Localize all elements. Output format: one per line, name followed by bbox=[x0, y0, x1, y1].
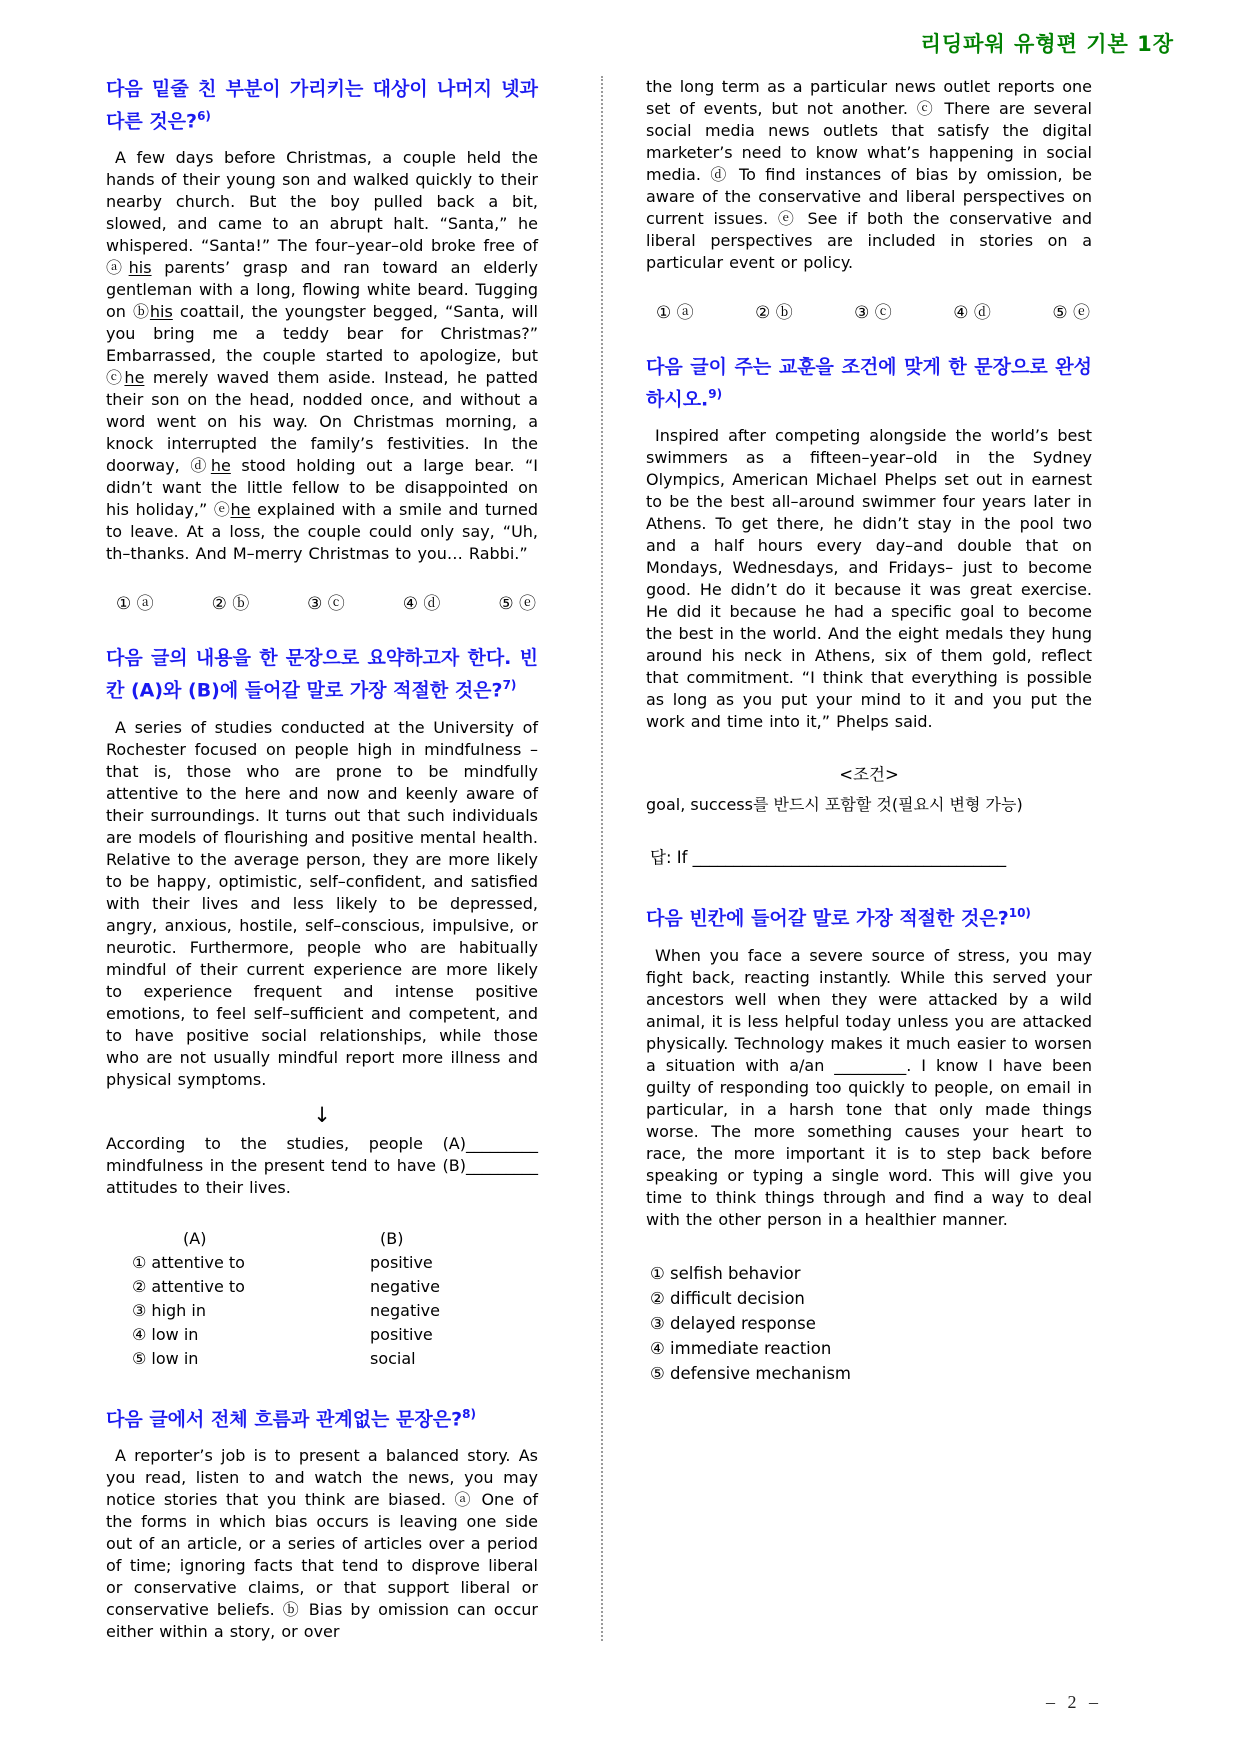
q7-row5-option-b: social bbox=[370, 1348, 416, 1368]
q7-prompt bbox=[106, 645, 538, 704]
q10-choice-1: ① selfish behavior bbox=[650, 1263, 801, 1283]
q7-answer-table bbox=[106, 1227, 538, 1371]
q7-table-row-1 bbox=[106, 1251, 538, 1275]
q7-table-row-4 bbox=[106, 1323, 538, 1347]
q10-prompt bbox=[646, 900, 1092, 932]
q9-prompt bbox=[646, 354, 1092, 413]
q7-row1-option-a: ① attentive to bbox=[132, 1252, 245, 1272]
q8-prompt-text: 다음 글에서 전체 흐름과 관계없는 문장은? bbox=[106, 1407, 463, 1430]
q9-condition-title: <조건> bbox=[839, 765, 899, 785]
q6-footnote-number: 6) bbox=[197, 109, 211, 123]
q6-answer-row bbox=[116, 593, 536, 615]
q7-footnote-number: 7) bbox=[502, 678, 517, 693]
q8-footnote-number: 8) bbox=[462, 1406, 476, 1421]
q6-answer-option-2: ② ⓑ bbox=[211, 594, 250, 615]
q7-row2-option-a: ② attentive to bbox=[132, 1276, 245, 1296]
q7-row1-option-b: positive bbox=[370, 1252, 433, 1272]
q10-choice-5: ⑤ defensive mechanism bbox=[650, 1363, 851, 1383]
q6-prompt bbox=[106, 76, 538, 135]
left-column bbox=[106, 76, 538, 1643]
q7-table-header-a: (A) bbox=[183, 1228, 207, 1248]
q7-prompt-text: 다음 글의 내용을 한 문장으로 요약하고자 한다. 빈칸 (A)와 (B)에 들어갈 말로 가장 적절한 것은? bbox=[106, 647, 538, 702]
q10-choice-3: ③ delayed response bbox=[650, 1313, 816, 1333]
q7-table-header-b: (B) bbox=[380, 1228, 404, 1248]
q7-row3-option-b: negative bbox=[370, 1300, 440, 1320]
q6-passage: A few days before Christmas, a couple held the hands of their young son and walked quickly to their nearby church. But the boy pulled back a bit, slowed, and came to an abrupt halt. “Santa,” he whispered. “Santa!” The four–year–old broke free of ⓐhis parents’ grasp and ran toward an elderly gentleman with a long, flowing white beard. Tugging on ⓑhis coattail, the youngster begged, “Santa, will you bring me a teddy bear for Christmas?” Embarrassed, the couple started to apologize, but ⓒhe merely waved them aside. Instead, he patted their son on the head, nodded once, and without a word went on his way. On Christmas morning, a knock interrupted the family’s festivities. In the doorway, ⓓhe stood holding out a large bear. “I didn’t want the little fellow to be disappointed on his holiday,” ⓔhe explained with a smile and turned to leave. At a loss, the couple could only say, “Uh, th–thanks. And M–merry Christmas to you… Rabbi.” bbox=[106, 148, 538, 564]
q10-choice-2: ② difficult decision bbox=[650, 1288, 805, 1308]
q7-table-row-5 bbox=[106, 1347, 538, 1371]
q8-answer-option-4: ④ ⓓ bbox=[953, 303, 991, 323]
q9-answer-blank-line: 답: If ______________________________________ bbox=[650, 848, 1007, 868]
q9-prompt-text: 다음 글이 주는 교훈을 조건에 맞게 한 문장으로 완성하시오. bbox=[646, 356, 1092, 411]
q10-footnote-number: 10) bbox=[1008, 906, 1031, 921]
q6-answer-option-1: ① ⓐ bbox=[116, 594, 154, 615]
q8-passage-left: A reporter’s job is to present a balanced story. As you read, listen to and watch the news, you may notice stories that you think are biased. ⓐ One of the forms in which bias occurs is leaving one side out of an article, or a series of articles over a period of time; ignoring facts that tend to disprove liberal or conservative claims, or that support liberal or conservative beliefs. ⓑ Bias by omission can occur either within a story, or over bbox=[106, 1445, 538, 1641]
q9-passage: Inspired after competing alongside the world’s best swimmers as a fifteen–year–old in the Sydney Olympics, American Michael Phelps set out in earnest to be the best all–around swimmer four years later in Athens. To get there, he didn’t stay in the pool two and a half hours every day–and double that on Mondays, Wednesdays, and Fridays– just to become good. He didn’t do it because it was great exercise. He did it because he had a specific goal to become the best in the world. And the eight medals they hung around his neck in Athens, six of them gold, reflect that commitment. “I think that everything is possible as long as you put your mind to it and you put the work and time into it,” Phelps said. bbox=[646, 426, 1092, 732]
q7-row3-option-a: ③ high in bbox=[132, 1300, 206, 1320]
q7-row4-option-a: ④ low in bbox=[132, 1324, 199, 1344]
q8-answer-row bbox=[656, 302, 1090, 324]
q8-answer-option-1: ① ⓐ bbox=[656, 303, 694, 323]
q8-answer-option-2: ② ⓑ bbox=[755, 303, 793, 323]
q10-passage: When you face a severe source of stress, you may fight back, reacting instantly. While this served your ancestors well when they were attacked by a wild animal, it is less helpful today unless you are attacked physically. Technology makes it much easier to worsen a situation with a/an _________. I know I have been guilty of responding too quickly to people, on email in particular, in a harsh tone that only made things worse. The more something causes your heart to race, the more important it is to step back before speaking or typing a single word. This will give you time to think things through and find a way to deal with the other person in a healthier manner. bbox=[646, 945, 1092, 1229]
q10-prompt-text: 다음 빈칸에 들어갈 말로 가장 적절한 것은? bbox=[646, 907, 1009, 930]
q10-choice-4: ④ immediate reaction bbox=[650, 1338, 832, 1358]
q7-table-row-3 bbox=[106, 1299, 538, 1323]
q9-condition-body: goal, success를 반드시 포함할 것(필요시 변형 가능) bbox=[646, 795, 1023, 815]
q7-row5-option-a: ⑤ low in bbox=[132, 1348, 199, 1368]
q7-summary-sentence: According to the studies, people (A)_________ mindfulness in the present tend to have (B)_________ attitudes to their lives. bbox=[106, 1133, 538, 1197]
q6-answer-option-5: ⑤ ⓔ bbox=[498, 594, 536, 615]
header-title: 리딩파워 유형편 기본 1장 bbox=[920, 32, 1174, 56]
q9-footnote-number: 9) bbox=[708, 387, 723, 401]
q6-answer-option-4: ④ ⓓ bbox=[402, 594, 441, 615]
q7-row2-option-b: negative bbox=[370, 1276, 440, 1296]
q8-prompt bbox=[106, 1401, 538, 1433]
down-arrow-icon: ↓ bbox=[313, 1102, 331, 1127]
q8-answer-option-5: ⑤ ⓔ bbox=[1052, 303, 1090, 323]
q7-passage: A series of studies conducted at the University of Rochester focused on people high in mindfulness – that is, those who are prone to be mindfully attentive to the here and now and keenly aware of their surroundings. It turns out that such individuals are models of flourishing and positive mental health. Relative to the average person, they are more likely to be happy, optimistic, self–confident, and satisfied with their lives and less likely to be depressed, angry, anxious, hostile, self–conscious, impulsive, or neurotic. Furthermore, people who are habitually mindful of their current experience are more likely to experience frequent and intense positive emotions, to feel self–sufficient and competent, and to have positive social relationships, while those who are not usually mindful report more illness and physical symptoms. bbox=[106, 717, 538, 1089]
q6-answer-option-3: ③ ⓒ bbox=[307, 594, 345, 615]
q7-row4-option-b: positive bbox=[370, 1324, 433, 1344]
q7-table-header-row bbox=[106, 1227, 538, 1251]
q8-passage-continued: the long term as a particular news outlet reports one set of events, but not another. ⓒ There are several social media news outlets that satisfy the digital marketer’s need to know what’s happening in social media. ⓓ To find instances of bias by omission, be aware of the conservative and liberal perspectives on current issues. ⓔ See if both the conservative and liberal perspectives are included in stories on a particular event or policy. bbox=[646, 77, 1092, 272]
right-column bbox=[646, 76, 1092, 1386]
column-divider bbox=[601, 76, 603, 1641]
page-number: – 2 – bbox=[1046, 1692, 1098, 1712]
q7-table-row-2 bbox=[106, 1275, 538, 1299]
q8-answer-option-3: ③ ⓒ bbox=[854, 303, 892, 323]
q10-choice-list bbox=[650, 1261, 1092, 1386]
q6-prompt-text: 다음 밑줄 친 부분이 가리키는 대상이 나머지 넷과 다른 것은? bbox=[106, 78, 538, 133]
